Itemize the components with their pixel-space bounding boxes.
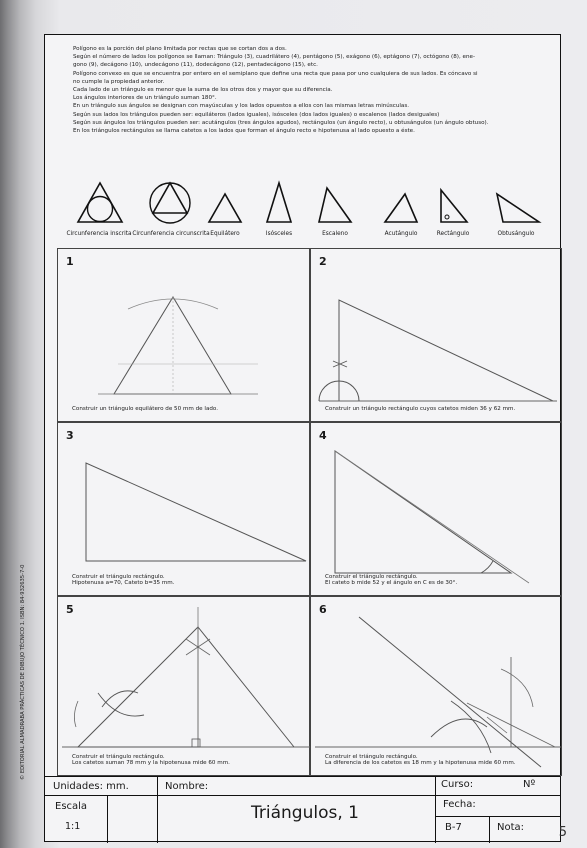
- caption-line: Construir un triángulo rectángulo cuyos catetos miden 36 y 62 mm.: [325, 406, 516, 413]
- grade-label: Nota:: [497, 822, 525, 833]
- exercise-number: 6: [319, 603, 327, 616]
- shape-label: Circunferencia circunscrita: [132, 231, 210, 237]
- intro-line: En los triángulos rectángulos se llama catetos a los lados que forman el ángulo recto e hipotenusa al lado opuesto a éste.: [73, 128, 415, 135]
- acute-triangle-icon: [381, 180, 421, 226]
- publisher-side-text: © EDITORIAL ALMADRABA PRÁCTICAS DE DIBUJO TÉCNICO 1. ISBN: 84-932635-7-0: [20, 564, 26, 780]
- exercise-drawing: [311, 597, 563, 777]
- sheet-title: Triángulos, 1: [251, 803, 359, 823]
- shape-label: Equilátero: [210, 231, 240, 237]
- scalene-triangle-icon: [315, 180, 355, 226]
- equilateral-triangle-icon: [205, 180, 245, 226]
- exercise-caption: [325, 574, 457, 587]
- scale-label: Escala: [55, 801, 88, 812]
- intro-line: Según el número de lados los polígonos se llaman: Triángulo (3), cuadrilátero (4), pentágono (5), exágono (6), eptágono (7), octógono (8), ene-: [73, 54, 475, 61]
- exercise-caption: [72, 406, 218, 413]
- name-label: Nombre:: [165, 781, 209, 792]
- intro-line: Según sus lados los triángulos pueden ser: equiláteros (lados iguales), isósceles (dos lados iguales) o escalenos (lados desiguales): [73, 111, 440, 118]
- exercise-drawing: [311, 249, 563, 423]
- caption-line: Los catetos suman 78 mm y la hipotenusa mide 60 mm.: [72, 760, 230, 767]
- exercise-caption: [325, 754, 516, 767]
- title-block-top-border: [45, 776, 560, 777]
- exercise-drawing: [58, 597, 311, 777]
- intro-line: En un triángulo sus ángulos se designan con mayúsculas y los lados opuestos a ellos con las mismas letras minúsculas.: [73, 103, 410, 110]
- exercise-number: 1: [66, 255, 74, 268]
- intro-line: Polígono convexo es que se encuentra por entero en el semiplano que define una recta que pasa por uno cualquiera de sus lados. Es cóncavo si: [73, 70, 478, 77]
- shape-label: Rectángulo: [436, 231, 470, 237]
- caption-line: La diferencia de los catetos es 18 mm y la hipotenusa mide 60 mm.: [325, 760, 516, 767]
- sheet-code: B-7: [445, 822, 462, 833]
- shape-label: Circunferencia inscrita: [66, 231, 132, 237]
- caption-line: Construir el triángulo rectángulo.: [72, 573, 165, 580]
- course-label: Curso:: [441, 779, 474, 790]
- exercise-panel-3: [57, 422, 310, 596]
- obtuse-triangle-icon: [493, 180, 543, 226]
- right-triangle-icon: [433, 180, 473, 226]
- exercise-drawing: [58, 423, 311, 597]
- intro-line: gono (9), decágono (10), undecágono (11), dodecágono (12), pentadecágono (15), etc.: [73, 62, 318, 69]
- caption-line: Construir el triángulo rectángulo.: [325, 753, 418, 760]
- exercise-panel-5: [57, 596, 310, 776]
- number-label: Nº: [523, 779, 536, 790]
- exercise-panel-4: [310, 422, 562, 596]
- exercise-number: 3: [66, 429, 74, 442]
- caption-line: Hipotenusa a=70, Cateto b=35 mm.: [72, 580, 175, 587]
- intro-line: Cada lado de un triángulo es menor que la suma de los otros dos y mayor que su diferencia.: [73, 87, 333, 94]
- shape-label: Escaleno: [322, 231, 348, 237]
- triangle-in-circumscribed-circle-icon: [145, 180, 195, 226]
- page-number: 5: [558, 825, 567, 840]
- scale-value: 1:1: [65, 821, 81, 832]
- exercise-number: 5: [66, 603, 74, 616]
- title-block-divider: [157, 776, 158, 843]
- title-block-divider: [107, 795, 108, 843]
- date-label: Fecha:: [443, 799, 476, 810]
- intro-line: no cumple la propiedad anterior.: [73, 78, 165, 85]
- exercise-panel-6: [310, 596, 562, 776]
- exercise-panel-2: [310, 248, 562, 422]
- intro-line: Según sus ángulos los triángulos pueden ser: acutángulos (tres ángulos agudos), rectángulos (un ángulo recto), u obtusángulos (un ángulo obtuso).: [73, 119, 489, 126]
- units-label: Unidades: mm.: [53, 781, 129, 792]
- title-block-divider: [45, 795, 560, 796]
- shape-label: Isósceles: [265, 231, 293, 237]
- triangle-types-row: [63, 180, 563, 248]
- exercise-caption: [325, 406, 515, 413]
- intro-line: Polígono es la porción del plano limitada por rectas que se cortan dos a dos.: [73, 46, 287, 52]
- intro-text: [73, 45, 563, 135]
- exercise-caption: [72, 574, 175, 587]
- intro-line: Los ángulos interiores de un triángulo suman 180°.: [73, 95, 217, 102]
- title-block-divider: [435, 816, 560, 817]
- triangle-with-inscribed-circle-icon: [75, 180, 125, 226]
- shape-label: Acutángulo: [384, 231, 418, 237]
- caption-line: Construir un triángulo equilátero de 50 mm de lado.: [72, 406, 219, 413]
- exercise-drawing: [311, 423, 563, 597]
- caption-line: Construir el triángulo rectángulo.: [72, 753, 165, 760]
- exercise-drawing: [58, 249, 311, 423]
- caption-line: El cateto b mide 52 y el ángulo en C es de 30°.: [325, 580, 458, 587]
- exercise-number: 4: [319, 429, 327, 442]
- exercise-caption: [72, 754, 230, 767]
- isosceles-triangle-icon: [259, 180, 299, 226]
- exercise-number: 2: [319, 255, 327, 268]
- exercise-panel-1: [57, 248, 310, 422]
- shape-label: Obtusángulo: [497, 231, 535, 237]
- worksheet: [44, 34, 561, 842]
- title-block-divider: [489, 816, 490, 843]
- title-block-divider: [435, 776, 436, 843]
- caption-line: Construir el triángulo rectángulo.: [325, 573, 418, 580]
